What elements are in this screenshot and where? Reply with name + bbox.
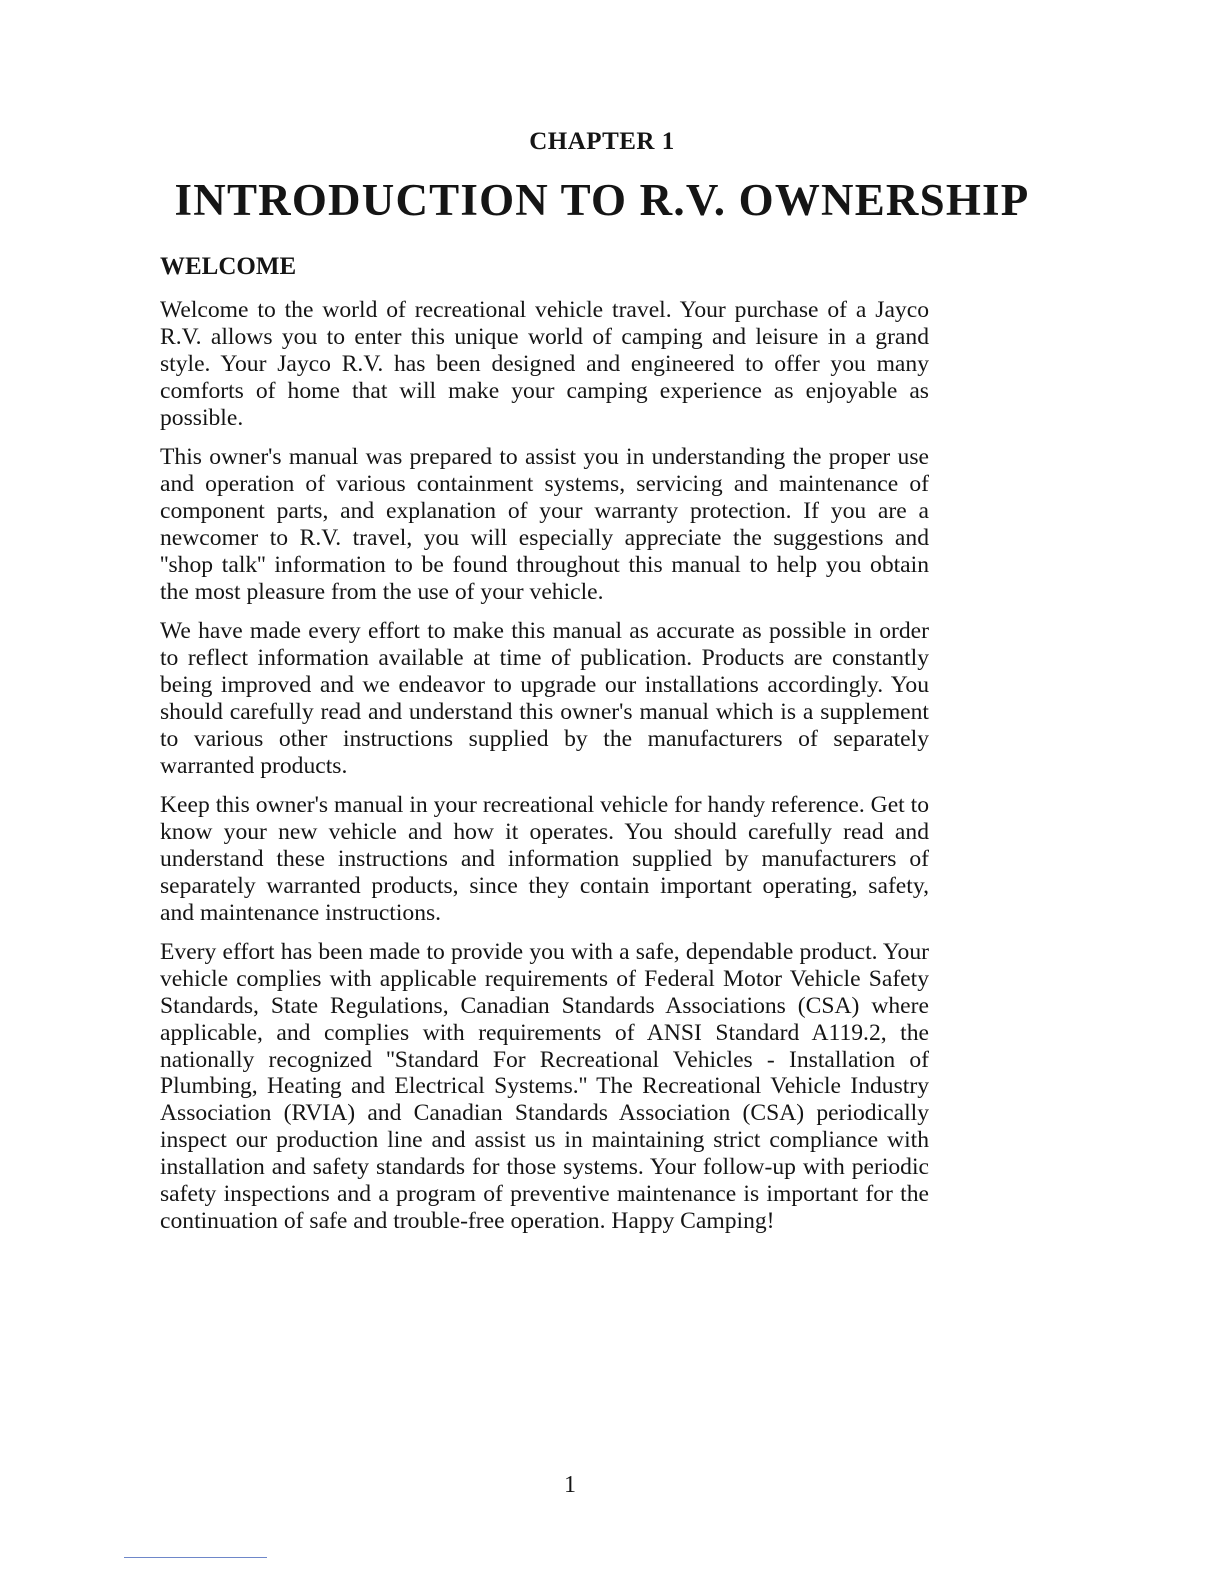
- page-number: 1: [564, 1472, 576, 1498]
- paragraph-keep-manual: Keep this owner's manual in your recreational vehicle for handy reference. Get to know your new vehicle and how it operates. You should carefully read and understand these instructions and information supplied by manufacturers of separately warranted products, since they contain important operating, safety, and maintenance instructions.: [160, 791, 929, 926]
- paragraph-safety-compliance: Every effort has been made to provide you with a safe, dependable product. Your vehicle complies with applicable requirements of Federal Motor Vehicle Safety Standards, State Regulations, Canadian Standards Associations (CSA) where applicable, and complies with requirements of ANSI Standard A119.2, the nationally recognized ''Standard For Recreational Vehicles - Installation of Plumbing, Heating and Electrical Systems.'' The Recreational Vehicle Industry Association (RVIA) and Canadian Standards Association (CSA) periodically inspect our production line and assist us in maintaining strict compliance with installation and safety standards for those systems. Your follow-up with periodic safety inspections and a program of preventive maintenance is important for the continuation of safe and trouble-free operation. Happy Camping!: [160, 938, 929, 1234]
- paragraph-accuracy: We have made every effort to make this manual as accurate as possible in order to reflect information available at time of publication. Products are constantly being improved and we endeavor to upgrade our installations accordingly. You should carefully read and understand this owner's manual which is a supplement to various other instructions supplied by the manufacturers of separately warranted products.: [160, 617, 929, 779]
- chapter-title: INTRODUCTION TO R.V. OWNERSHIP: [174, 175, 1030, 225]
- section-heading: WELCOME: [160, 253, 297, 280]
- body-text: [160, 297, 929, 1247]
- chapter-label: CHAPTER 1: [529, 128, 675, 155]
- paragraph-welcome: Welcome to the world of recreational vehicle travel. Your purchase of a Jayco R.V. allows you to enter this unique world of camping and leisure in a grand style. Your Jayco R.V. has been designed and engineered to offer you many comforts of home that will make your camping experience as enjoyable as possible.: [160, 297, 929, 431]
- paragraph-manual-purpose: This owner's manual was prepared to assist you in understanding the proper use and operation of various containment systems, servicing and maintenance of component parts, and explanation of your warranty protection. If you are a newcomer to R.V. travel, you will especially appreciate the suggestions and ''shop talk'' information to be found throughout this manual to help you obtain the most pleasure from the use of your vehicle.: [160, 444, 929, 605]
- footer-rule: [124, 1557, 267, 1558]
